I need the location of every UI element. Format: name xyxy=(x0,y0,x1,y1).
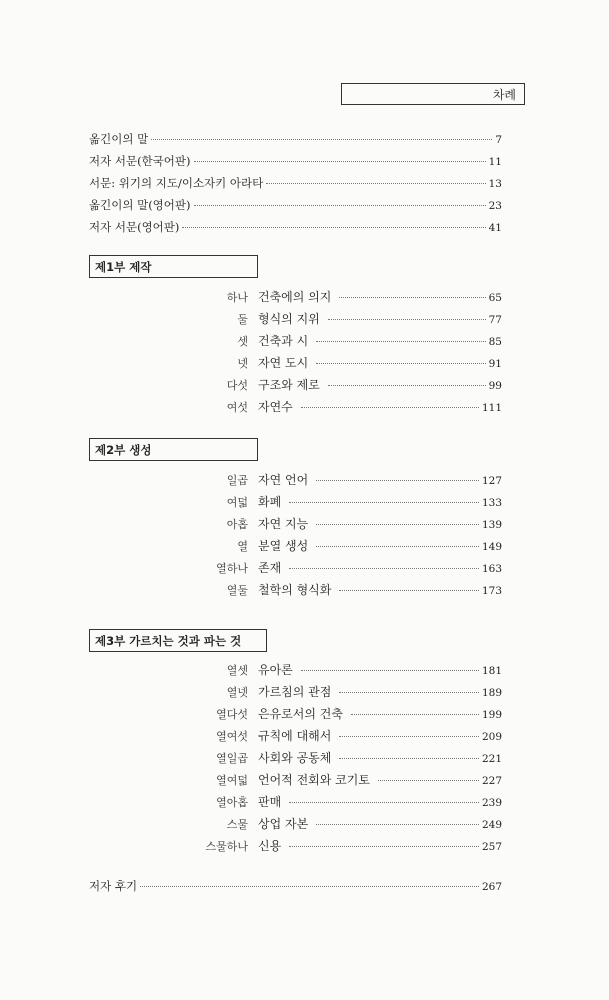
entry-page: 249 xyxy=(481,819,502,831)
dot-leader xyxy=(289,502,479,503)
toc-entry[interactable] xyxy=(190,559,502,581)
chapter-number: 열여덟 xyxy=(216,774,248,787)
chapter-number: 열 xyxy=(237,540,248,553)
part-1-heading xyxy=(89,255,258,278)
dot-leader xyxy=(301,407,479,408)
dot-leader xyxy=(339,590,479,591)
chapter-number: 열일곱 xyxy=(216,752,248,765)
toc-entry[interactable] xyxy=(190,310,502,332)
chapter-title: 형식의 지위 xyxy=(258,312,320,326)
chapter-title: 판매 xyxy=(258,795,282,809)
toc-title: 차례 xyxy=(492,87,516,102)
part-label: 제3부 가르치는 것과 파는 것 xyxy=(95,633,242,648)
part-label: 제1부 제작 xyxy=(95,259,152,274)
front-matter-list xyxy=(89,131,502,241)
chapter-title: 신용 xyxy=(258,839,282,853)
entry-page: 173 xyxy=(481,585,502,597)
entry-page: 239 xyxy=(481,797,502,809)
dot-leader xyxy=(378,780,479,781)
chapter-number: 열둘 xyxy=(226,584,248,597)
dot-leader xyxy=(316,341,485,342)
chapter-number: 열다섯 xyxy=(216,708,248,721)
toc-entry[interactable] xyxy=(180,771,502,793)
dot-leader xyxy=(289,568,479,569)
toc-entry[interactable] xyxy=(89,153,502,175)
toc-entry[interactable] xyxy=(190,581,502,603)
dot-leader xyxy=(151,139,492,140)
entry-title: 옮긴이의 말 xyxy=(89,132,149,146)
chapter-title: 상업 자본 xyxy=(258,817,309,831)
chapter-title: 자연 지능 xyxy=(258,517,309,531)
entry-page: 65 xyxy=(488,292,502,304)
chapter-number: 셋 xyxy=(237,335,248,348)
chapter-title: 사회와 공동체 xyxy=(258,751,332,765)
toc-entry[interactable] xyxy=(190,515,502,537)
chapter-number: 열셋 xyxy=(226,664,248,677)
toc-entry[interactable] xyxy=(89,219,502,241)
chapter-title: 은유로서의 건축 xyxy=(258,707,343,721)
chapter-title: 자연 도시 xyxy=(258,356,309,370)
toc-entry[interactable] xyxy=(180,793,502,815)
dot-leader xyxy=(289,846,479,847)
part-1-chapters xyxy=(190,288,502,420)
chapter-title: 철학의 형식화 xyxy=(258,583,332,597)
entry-page: 13 xyxy=(488,178,502,190)
toc-entry[interactable] xyxy=(190,376,502,398)
entry-title: 옮긴이의 말(영어판) xyxy=(89,198,191,212)
back-matter-list xyxy=(89,878,502,900)
toc-entry[interactable] xyxy=(180,705,502,727)
chapter-number: 열하나 xyxy=(216,562,248,575)
toc-entry[interactable] xyxy=(89,131,502,153)
chapter-number: 넷 xyxy=(237,357,248,370)
chapter-number: 열여섯 xyxy=(216,730,248,743)
entry-page: 41 xyxy=(488,222,502,234)
chapter-number: 아홉 xyxy=(226,518,248,531)
toc-entry[interactable] xyxy=(180,815,502,837)
toc-entry[interactable] xyxy=(180,749,502,771)
chapter-number: 여덟 xyxy=(226,496,248,509)
dot-leader xyxy=(328,319,486,320)
toc-entry[interactable] xyxy=(190,493,502,515)
part-3-chapters xyxy=(180,661,502,859)
toc-entry[interactable] xyxy=(190,288,502,310)
entry-page: 7 xyxy=(495,134,502,146)
entry-page: 221 xyxy=(481,753,502,765)
chapter-number: 하나 xyxy=(226,291,248,304)
chapter-number: 여섯 xyxy=(226,401,248,414)
chapter-number: 둘 xyxy=(237,313,248,326)
chapter-title: 자연 언어 xyxy=(258,473,309,487)
entry-title: 저자 서문(영어판) xyxy=(89,220,180,234)
chapter-title: 언어적 전회와 코기토 xyxy=(258,773,370,787)
dot-leader xyxy=(289,802,479,803)
chapter-number: 스물하나 xyxy=(205,840,248,853)
entry-title: 저자 후기 xyxy=(89,879,138,893)
dot-leader xyxy=(339,692,479,693)
dot-leader xyxy=(339,736,479,737)
dot-leader xyxy=(328,385,486,386)
entry-page: 133 xyxy=(481,497,502,509)
chapter-title: 구조와 제로 xyxy=(258,378,320,392)
dot-leader xyxy=(339,297,485,298)
chapter-title: 건축과 시 xyxy=(258,334,309,348)
toc-entry[interactable] xyxy=(180,683,502,705)
chapter-number: 일곱 xyxy=(226,474,248,487)
dot-leader xyxy=(339,758,479,759)
chapter-number: 스물 xyxy=(226,818,248,831)
entry-page: 11 xyxy=(488,156,502,168)
entry-page: 227 xyxy=(481,775,502,787)
entry-page: 111 xyxy=(481,402,502,414)
entry-page: 267 xyxy=(481,881,502,893)
chapter-title: 존재 xyxy=(258,561,282,575)
dot-leader xyxy=(194,205,486,206)
entry-page: 99 xyxy=(488,380,502,392)
chapter-title: 규칙에 대해서 xyxy=(258,729,332,743)
part-3-heading xyxy=(89,629,267,652)
dot-leader xyxy=(316,480,479,481)
dot-leader xyxy=(316,824,479,825)
part-2-chapters xyxy=(190,471,502,603)
dot-leader xyxy=(351,714,479,715)
entry-page: 23 xyxy=(488,200,502,212)
chapter-title: 화폐 xyxy=(258,495,282,509)
toc-header xyxy=(341,83,525,105)
toc-entry[interactable] xyxy=(190,332,502,354)
entry-page: 139 xyxy=(481,519,502,531)
dot-leader xyxy=(316,524,479,525)
dot-leader xyxy=(266,183,485,184)
toc-entry[interactable] xyxy=(89,878,502,900)
toc-entry[interactable] xyxy=(180,837,502,859)
entry-page: 127 xyxy=(481,475,502,487)
toc-entry[interactable] xyxy=(190,354,502,376)
dot-leader xyxy=(140,886,479,887)
chapter-title: 분열 생성 xyxy=(258,539,309,553)
chapter-number: 열아홉 xyxy=(216,796,248,809)
entry-page: 181 xyxy=(481,665,502,677)
toc-entry[interactable] xyxy=(190,398,502,420)
toc-entry[interactable] xyxy=(180,727,502,749)
chapter-title: 유아론 xyxy=(258,663,293,677)
entry-title: 서문: 위기의 지도/이소자키 아라타 xyxy=(89,176,264,190)
entry-page: 199 xyxy=(481,709,502,721)
toc-entry[interactable] xyxy=(89,197,502,219)
toc-entry[interactable] xyxy=(180,661,502,683)
part-label: 제2부 생성 xyxy=(95,442,152,457)
toc-entry[interactable] xyxy=(89,175,502,197)
entry-title: 저자 서문(한국어판) xyxy=(89,154,191,168)
chapter-number: 열넷 xyxy=(226,686,248,699)
entry-page: 85 xyxy=(488,336,502,348)
entry-page: 149 xyxy=(481,541,502,553)
chapter-title: 건축에의 의지 xyxy=(258,290,332,304)
toc-entry[interactable] xyxy=(190,471,502,493)
entry-page: 257 xyxy=(481,841,502,853)
chapter-title: 가르침의 관점 xyxy=(258,685,332,699)
entry-page: 77 xyxy=(488,314,502,326)
chapter-title: 자연수 xyxy=(258,400,293,414)
entry-page: 163 xyxy=(481,563,502,575)
part-2-heading xyxy=(89,438,258,461)
toc-entry[interactable] xyxy=(190,537,502,559)
entry-page: 91 xyxy=(488,358,502,370)
entry-page: 209 xyxy=(481,731,502,743)
dot-leader xyxy=(182,227,485,228)
entry-page: 189 xyxy=(481,687,502,699)
dot-leader xyxy=(316,363,485,364)
dot-leader xyxy=(194,161,486,162)
chapter-number: 다섯 xyxy=(226,379,248,392)
dot-leader xyxy=(316,546,479,547)
dot-leader xyxy=(301,670,479,671)
